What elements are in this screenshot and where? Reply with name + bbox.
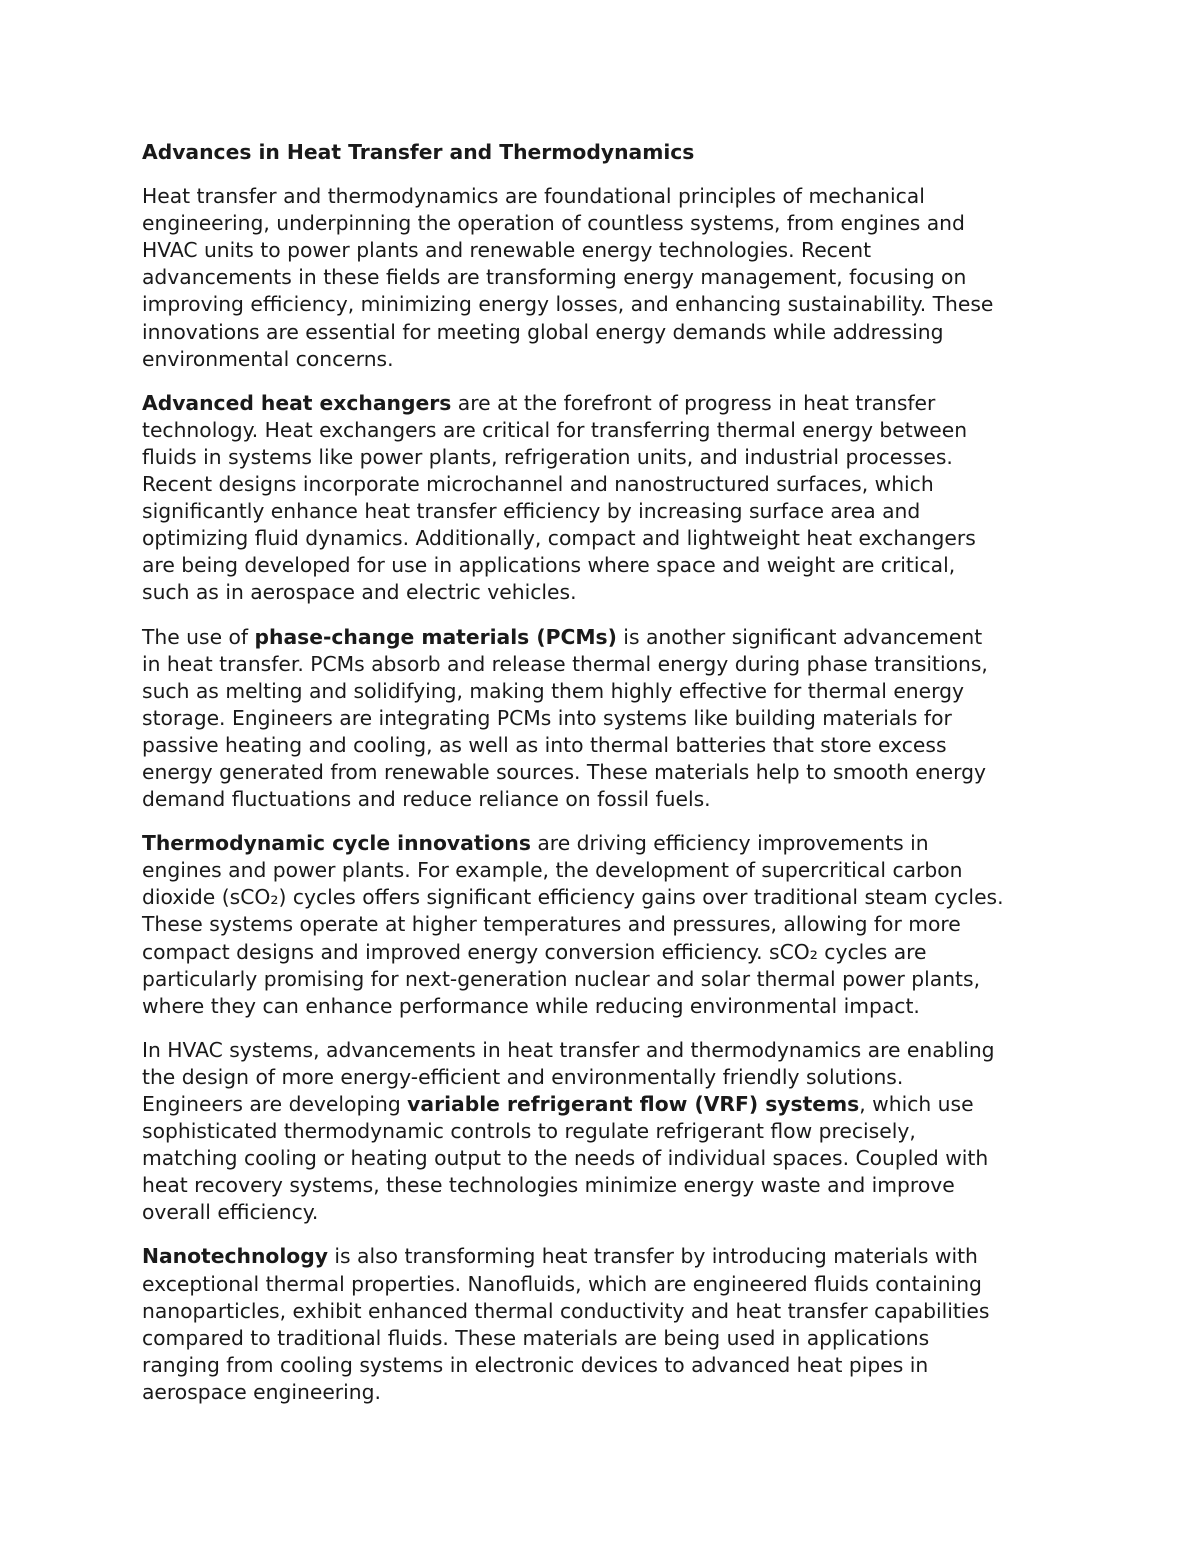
text-line [142,1352,1102,1379]
text-run: environmental concerns. [142,346,394,371]
text-run: is also transforming heat transfer by introducing materials with [327,1244,978,1269]
text-run: are at the forefront of progress in heat transfer [451,390,936,415]
text-run: storage. Engineers are integrating PCMs into systems like building materials for [142,705,952,730]
text-line [142,346,1102,373]
text-line [142,1118,1102,1145]
text-line [142,759,1102,786]
text-run: is another significant advancement [616,624,983,649]
paragraph [142,1037,1102,1227]
text-run: dioxide (sCO₂) cycles offers significant efficiency gains over traditional steam cycles. [142,885,1004,910]
text-run: engineering, underpinning the operation of countless systems, from engines and [142,211,965,236]
text-line [142,237,1102,264]
bold-term: phase-change materials (PCMs) [254,624,617,649]
text-line [142,993,1102,1020]
paragraph [142,183,1102,373]
paragraph [142,1243,1102,1406]
text-run: such as in aerospace and electric vehicles. [142,580,577,605]
text-line [142,624,1102,651]
text-run: such as melting and solidifying, making them highly effective for thermal energy [142,678,964,703]
text-run: sophisticated thermodynamic controls to regulate refrigerant flow precisely, [142,1119,916,1144]
text-line [142,1271,1102,1298]
text-run: ranging from cooling systems in electronic devices to advanced heat pipes in [142,1352,929,1377]
text-run: demand fluctuations and reduce reliance on fossil fuels. [142,787,711,812]
text-run: the design of more energy-efficient and environmentally friendly solutions. [142,1064,904,1089]
text-line [142,291,1102,318]
bold-term: variable refrigerant flow (VRF) systems [407,1092,860,1116]
text-line [142,390,1102,417]
text-line [142,1199,1102,1226]
text-line [142,183,1102,210]
text-line [142,911,1102,938]
bold-term: Nanotechnology [142,1244,328,1269]
text-line [142,1064,1102,1091]
text-run: innovations are essential for meeting global energy demands while addressing [142,319,944,344]
text-run: engines and power plants. For example, the development of supercritical carbon [142,858,963,883]
text-run: overall efficiency. [142,1200,319,1225]
text-line [142,471,1102,498]
bold-term: Advanced heat exchangers [142,390,452,415]
text-line [142,1379,1102,1406]
text-line [142,1037,1102,1064]
text-line [142,210,1102,237]
text-run: technology. Heat exchangers are critical for transferring thermal energy between [142,417,968,442]
text-run: compared to traditional fluids. These materials are being used in applications [142,1325,930,1350]
text-line [142,786,1102,813]
text-line [142,1325,1102,1352]
text-run: in heat transfer. PCMs absorb and release thermal energy during phase transitions, [142,651,988,676]
text-line [142,884,1102,911]
text-run: Recent designs incorporate microchannel and nanostructured surfaces, which [142,472,934,497]
text-line [142,264,1102,291]
text-line [142,732,1102,759]
text-run: compact designs and improved energy conversion efficiency. sCO₂ cycles are [142,939,927,964]
paragraph [142,624,1102,814]
text-run: matching cooling or heating output to the needs of individual spaces. Coupled with [142,1146,989,1171]
text-run: The use of [142,624,255,649]
text-run: , which use [859,1092,974,1116]
document-page [142,139,1102,1423]
text-run: fluids in systems like power plants, refrigeration units, and industrial processes. [142,444,953,469]
text-run: exceptional thermal properties. Nanofluids, which are engineered fluids containing [142,1271,982,1296]
text-line [142,1145,1102,1172]
text-run: Heat transfer and thermodynamics are foundational principles of mechanical [142,184,925,209]
text-line [142,417,1102,444]
text-run: energy generated from renewable sources. These materials help to smooth energy [142,759,986,784]
text-line [142,1243,1102,1270]
text-run: are being developed for use in applications where space and weight are critical, [142,553,956,578]
text-line [142,1298,1102,1325]
text-run: nanoparticles, exhibit enhanced thermal conductivity and heat transfer capabilities [142,1298,990,1323]
text-line [142,966,1102,993]
text-line [142,552,1102,579]
text-run: Engineers are developing [142,1092,408,1116]
text-run: where they can enhance performance while reducing environmental impact. [142,993,920,1018]
text-line [142,857,1102,884]
text-line [142,498,1102,525]
text-run: passive heating and cooling, as well as into thermal batteries that store excess [142,732,947,757]
text-line [142,1172,1102,1199]
text-run: improving efficiency, minimizing energy losses, and enhancing sustainability. These [142,292,994,317]
bold-term: Thermodynamic cycle innovations [142,831,531,856]
document-title: Advances in Heat Transfer and Thermodynamics [142,140,695,164]
text-run: are driving efficiency improvements in [530,831,929,856]
text-line [142,1091,1102,1118]
text-run: HVAC units to power plants and renewable energy technologies. Recent [142,238,872,263]
text-run: In HVAC systems, advancements in heat transfer and thermodynamics are enabling [142,1037,995,1062]
text-line [142,525,1102,552]
text-line [142,444,1102,471]
text-run: significantly enhance heat transfer efficiency by increasing surface area and [142,499,921,524]
document-body [142,183,1102,1406]
text-line [142,678,1102,705]
text-line [142,651,1102,678]
text-run: particularly promising for next-generation nuclear and solar thermal power plants, [142,966,981,991]
paragraph [142,830,1102,1020]
text-line [142,319,1102,346]
text-line [142,579,1102,606]
paragraph [142,390,1102,607]
text-run: heat recovery systems, these technologies minimize energy waste and improve [142,1173,955,1198]
text-run: aerospace engineering. [142,1379,381,1404]
text-line [142,830,1102,857]
text-run: advancements in these fields are transforming energy management, focusing on [142,265,967,290]
text-run: These systems operate at higher temperatures and pressures, allowing for more [142,912,961,937]
text-line [142,705,1102,732]
text-line [142,939,1102,966]
text-run: optimizing fluid dynamics. Additionally, compact and lightweight heat exchangers [142,526,976,551]
